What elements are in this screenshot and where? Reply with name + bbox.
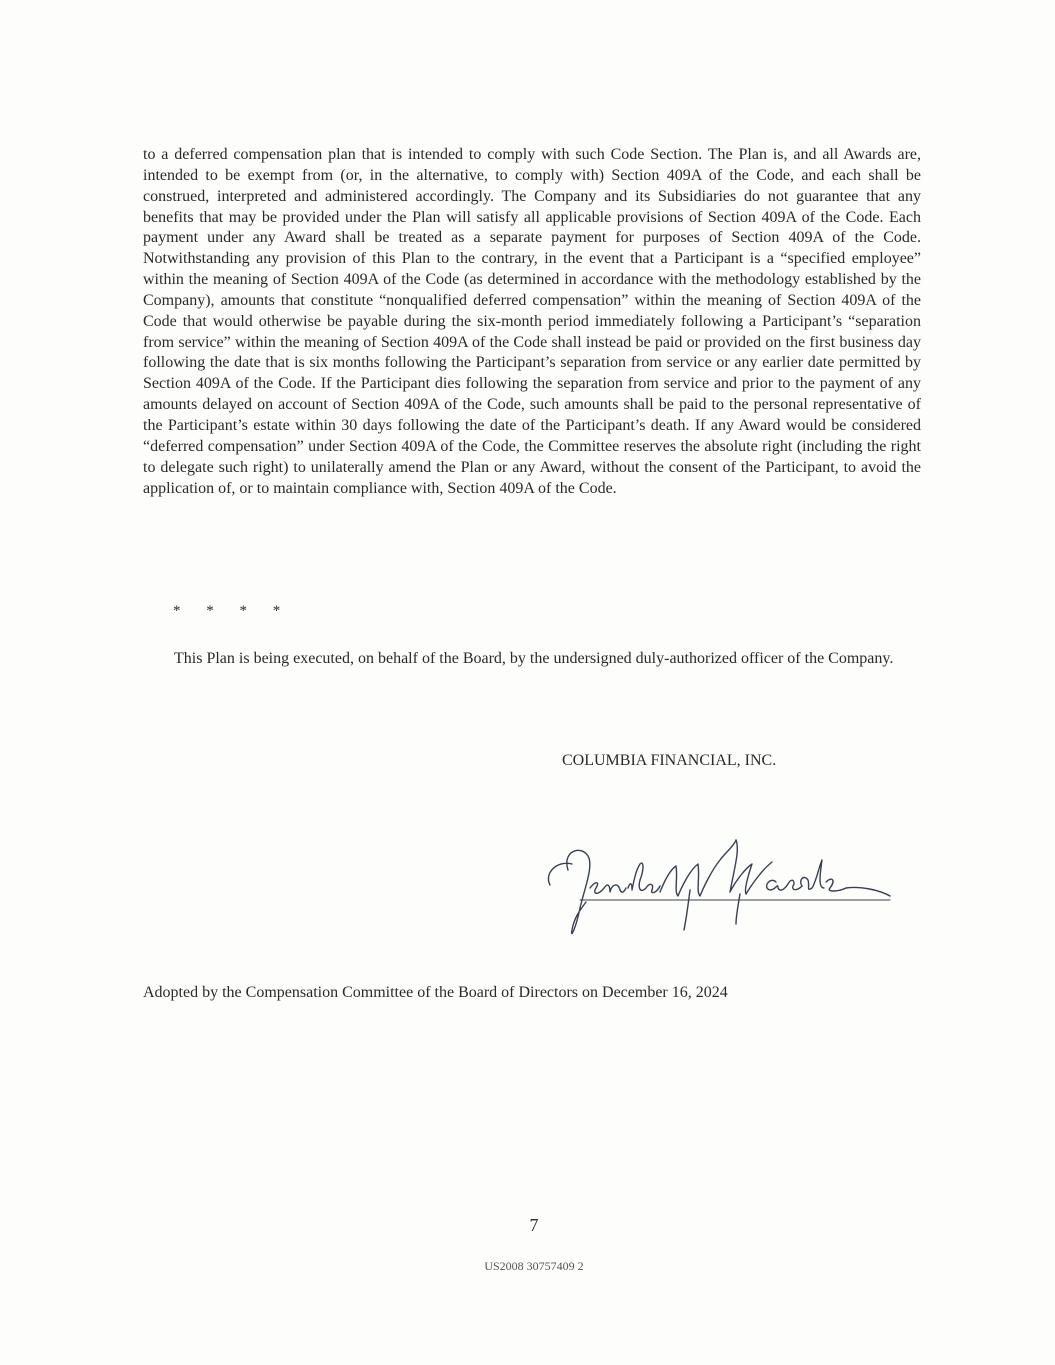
signature-stroke [684,890,690,930]
signature-stroke [660,840,736,896]
page-number: 7 [529,1215,539,1235]
execution-paragraph: This Plan is being executed, on behalf of the Board, by the undersigned duly-authorized officer of the Company. [174,650,894,667]
signature-image [540,830,900,942]
company-name: COLUMBIA FINANCIAL, INC. [562,752,777,769]
signature-stroke [567,850,590,933]
signature-stroke [628,863,660,893]
adoption-statement: Adopted by the Compensation Committee of the Board of Directors on December 16, 2024 [143,984,728,1001]
signature-stroke [826,879,890,896]
body-paragraph: to a deferred compensation plan that is intended to comply with such Code Section. The Plan is, and all Awards are, intended to be exempt from (or, in the alternative, to comply with) Section 409A of the Code, and each shall be construed, interpreted and administered accordingly. The Company and its Subsidiaries do not guarantee that any benefits that may be provided under the Plan will satisfy all applicable provisions of Section 409A of the Code. Each payment under any Award shall be treated as a separate payment for purposes of Section 409A of the Code. Notwithstanding any provision of this Plan to the contrary, in the event that a Participant is a “specified employee” within the meaning of Section 409A of the Code (as determined in accordance with the methodology established by the Company), amounts that constitute “nonqualified deferred compensation” within the meaning of Section 409A of the Code that would otherwise be payable during the six-month period immediately following a Participant’s “separation from service” within the meaning of Section 409A of the Code shall instead be paid or provided on the first business day following the date that is six months following the Participant’s separation from service or any earlier date permitted by Section 409A of the Code. If the Participant dies following the separation from service and prior to the payment of any amounts delayed on account of Section 409A of the Code, such amounts shall be paid to the personal representative of the Participant’s estate within 30 days following the date of the Participant’s death. If any Award would be considered “deferred compensation” under Section 409A of the Code, the Committee reserves the absolute right (including the right to delegate such right) to unilaterally amend the Plan or any Award, without the consent of the Participant, to avoid the application of, or to maintain compliance with, Section 409A of the Code. [143,146,921,497]
signature-stroke [801,860,824,889]
document-id: US2008 30757409 2 [484,1259,584,1273]
signature-stroke [736,894,740,924]
section-separator: * * * * [173,603,281,619]
signature-stroke [767,880,802,890]
signature-stroke [548,863,572,885]
signature-stroke [590,883,626,894]
signature-stroke [730,840,772,894]
